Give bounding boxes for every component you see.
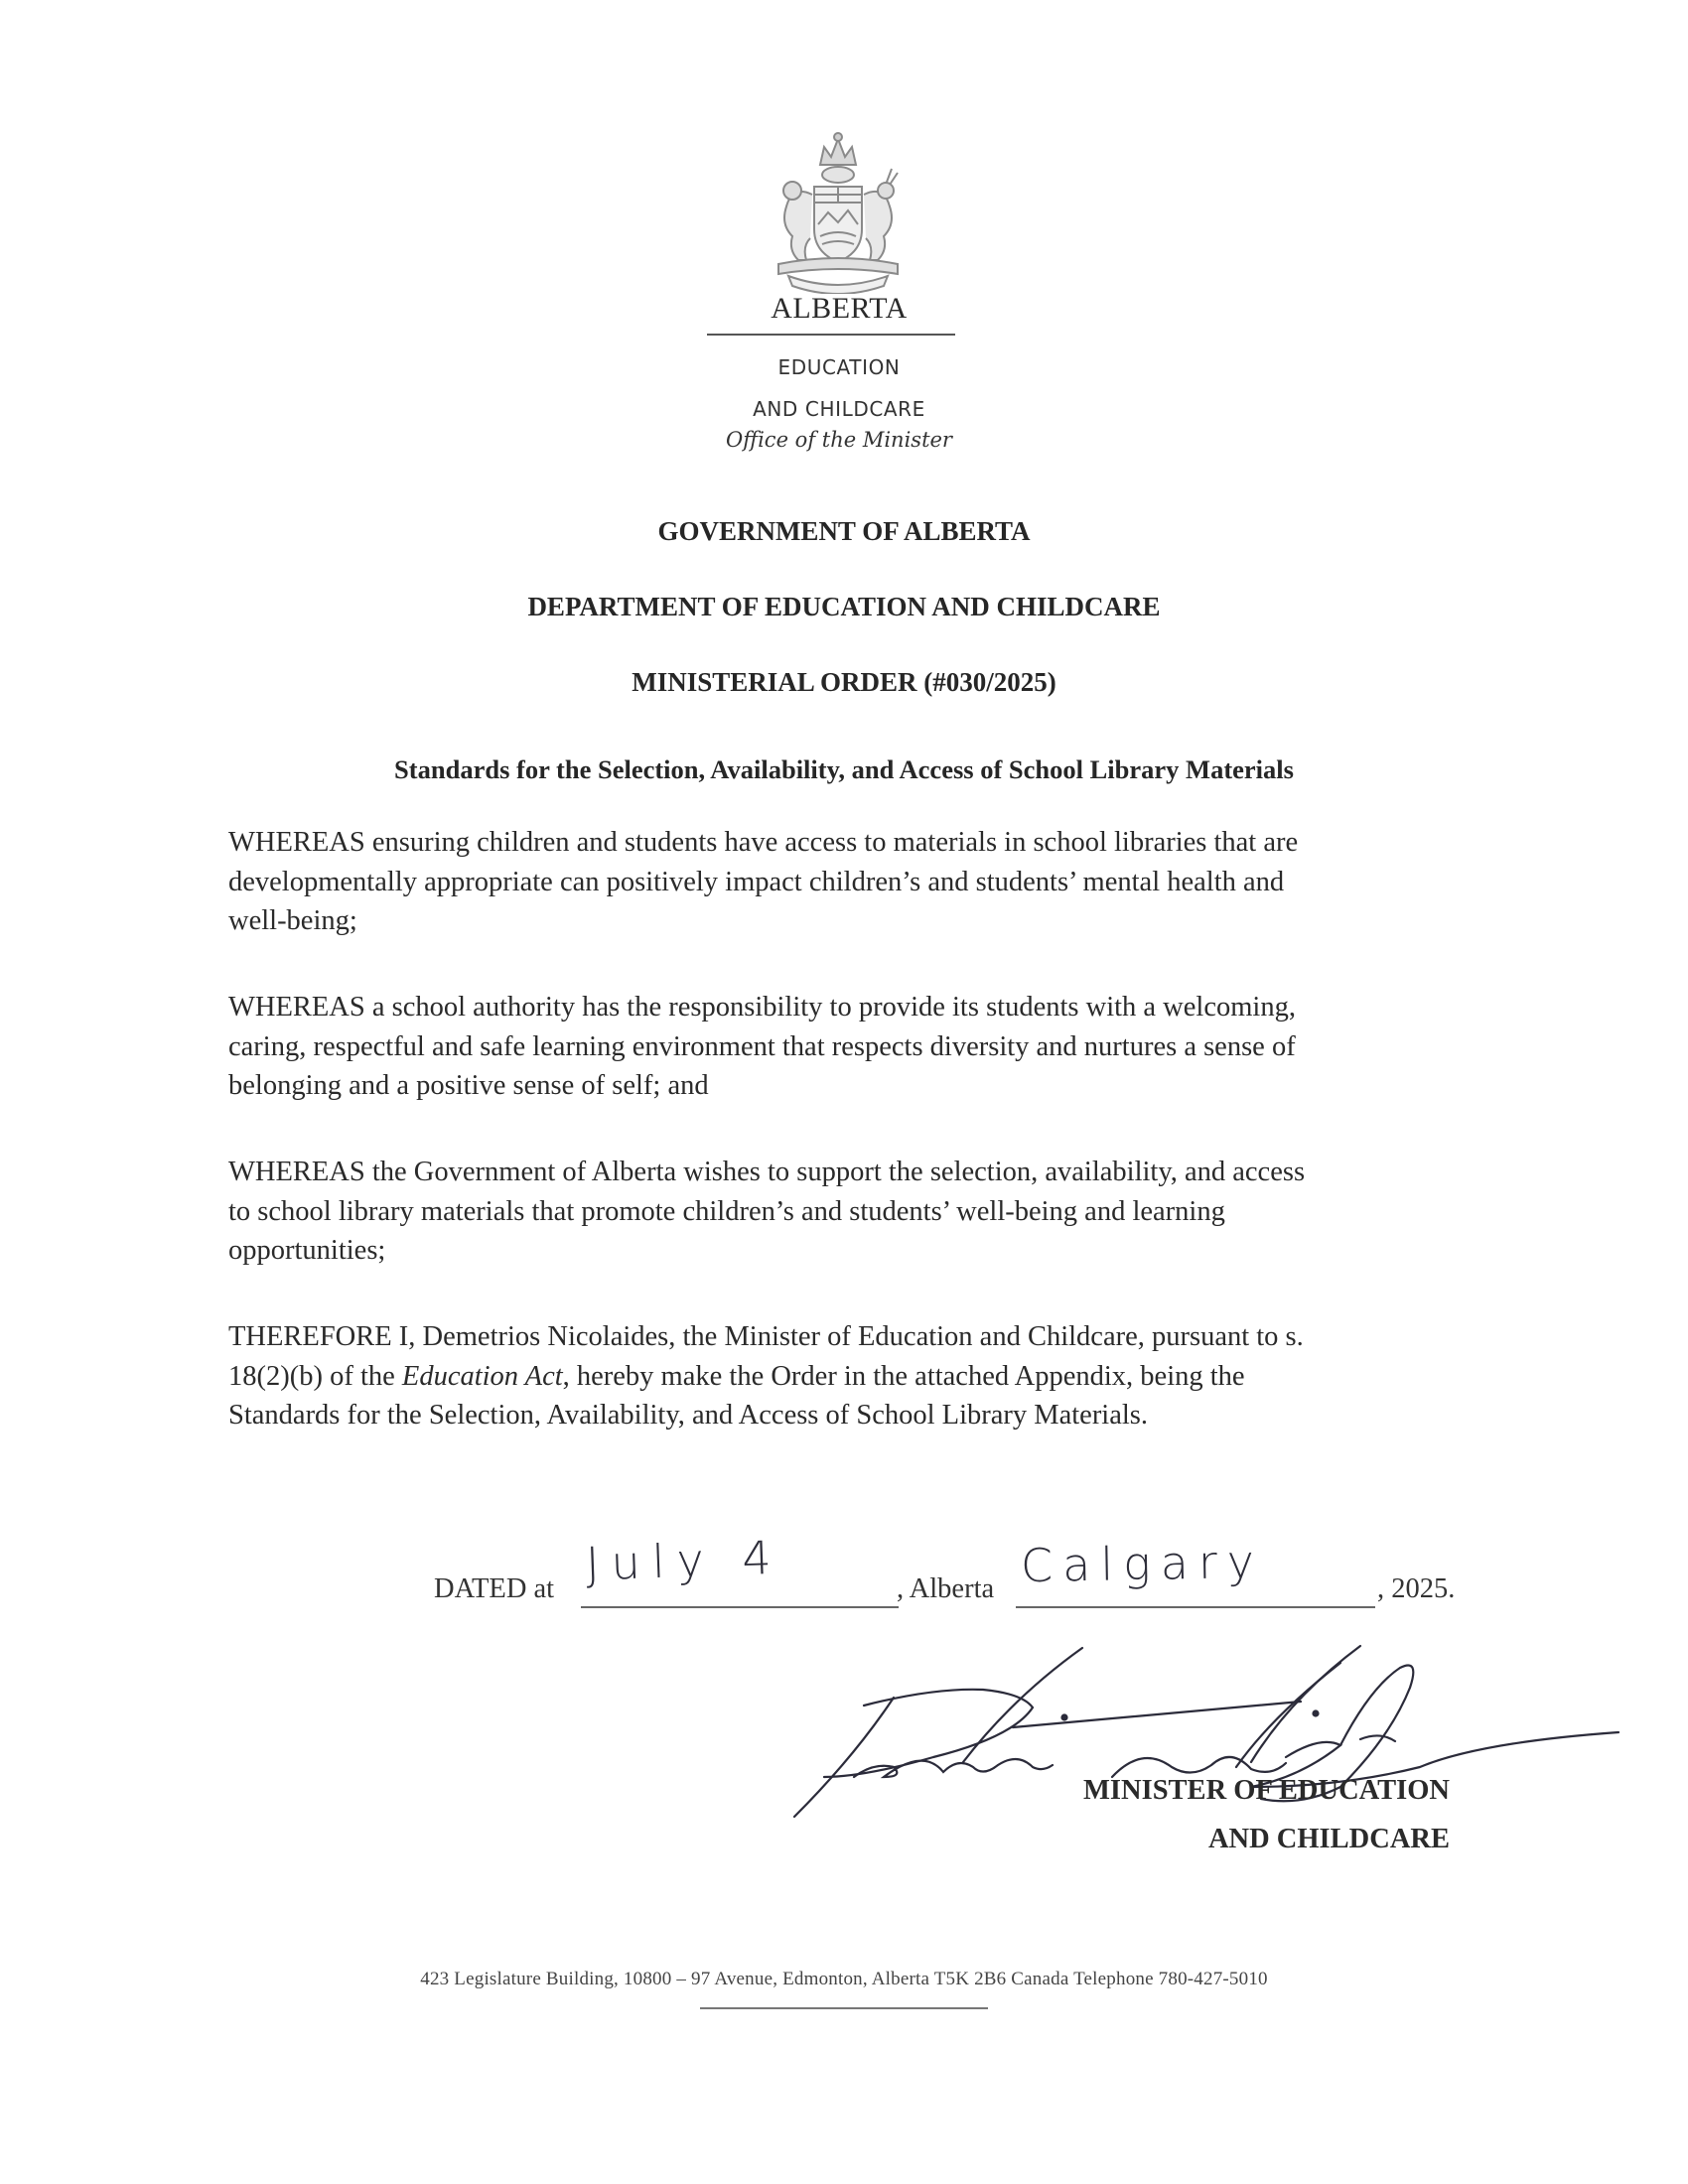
paragraph-line: developmentally appropriate can positively impact children’s and students’ mental health and [228, 866, 1285, 897]
paragraph-line: caring, respectful and safe learning environment that respects diversity and nurtures a sense of [228, 1030, 1296, 1062]
paragraph-line: Standards for the Selection, Availability, and Access of School Library Materials. [228, 1400, 1149, 1431]
order-heading: MINISTERIAL ORDER (#030/2025) [632, 667, 1056, 697]
paragraph-line [228, 1357, 1489, 1397]
paragraph-text: 18(2)(b) of the [228, 1360, 402, 1392]
paragraph-line: WHEREAS ensuring children and students have access to materials in school libraries that are [228, 827, 1299, 858]
paragraph-text: , hereby make the Order in the attached Appendix, being the [562, 1360, 1245, 1392]
date-fill-line [581, 1606, 899, 1608]
whereas-paragraph-2 [228, 988, 1489, 1106]
act-title: Education Act [401, 1360, 563, 1392]
department-heading: DEPARTMENT OF EDUCATION AND CHILDCARE [527, 592, 1161, 621]
paragraph-line: opportunities; [228, 1235, 386, 1266]
handwritten-date: July 4 [585, 1530, 784, 1591]
order-subject: Standards for the Selection, Availability, and Access of School Library Materials [394, 754, 1294, 784]
minister-signature-icon [784, 1628, 1658, 1846]
letterhead-divider [707, 334, 955, 336]
paragraph-line: THEREFORE I, Demetrios Nicolaides, the Minister of Education and Childcare, pursuant to s. [228, 1321, 1304, 1352]
paragraph-line: to school library materials that promote children’s and students’ well-being and learning [228, 1195, 1225, 1227]
footer-divider [700, 2007, 988, 2009]
year-label: , 2025. [1377, 1573, 1456, 1604]
government-heading: GOVERNMENT OF ALBERTA [657, 516, 1031, 546]
department-line-2: AND CHILDCARE [753, 397, 925, 421]
alberta-label: , Alberta [897, 1573, 995, 1604]
dated-label: DATED at [434, 1573, 555, 1604]
department-line-1: EDUCATION [777, 355, 901, 379]
province-name: ALBERTA [771, 292, 908, 325]
paragraph-line: well-being; [228, 905, 357, 936]
office-of-minister: Office of the Minister [726, 428, 952, 452]
paragraph-line: belonging and a positive sense of self; and [228, 1070, 709, 1101]
footer-address: 423 Legislature Building, 10800 – 97 Avenue, Edmonton, Alberta T5K 2B6 Canada Telephone 780-427-5010 [420, 1969, 1268, 1989]
paragraph-line: WHEREAS the Government of Alberta wishes to support the selection, availability, and access [228, 1157, 1306, 1187]
place-fill-line [1016, 1606, 1375, 1608]
therefore-paragraph [228, 1317, 1489, 1435]
minister-title-line-2: AND CHILDCARE [1207, 1824, 1450, 1854]
paragraph-line: WHEREAS a school authority has the responsibility to provide its students with a welcoming, [228, 992, 1296, 1023]
whereas-paragraph-3 [228, 1153, 1489, 1271]
whereas-paragraph-1 [228, 823, 1489, 941]
minister-title-line-1: MINISTER OF EDUCATION [1083, 1775, 1450, 1806]
handwritten-place: Calgary [1020, 1534, 1265, 1593]
alberta-coat-of-arms-icon [749, 125, 927, 294]
